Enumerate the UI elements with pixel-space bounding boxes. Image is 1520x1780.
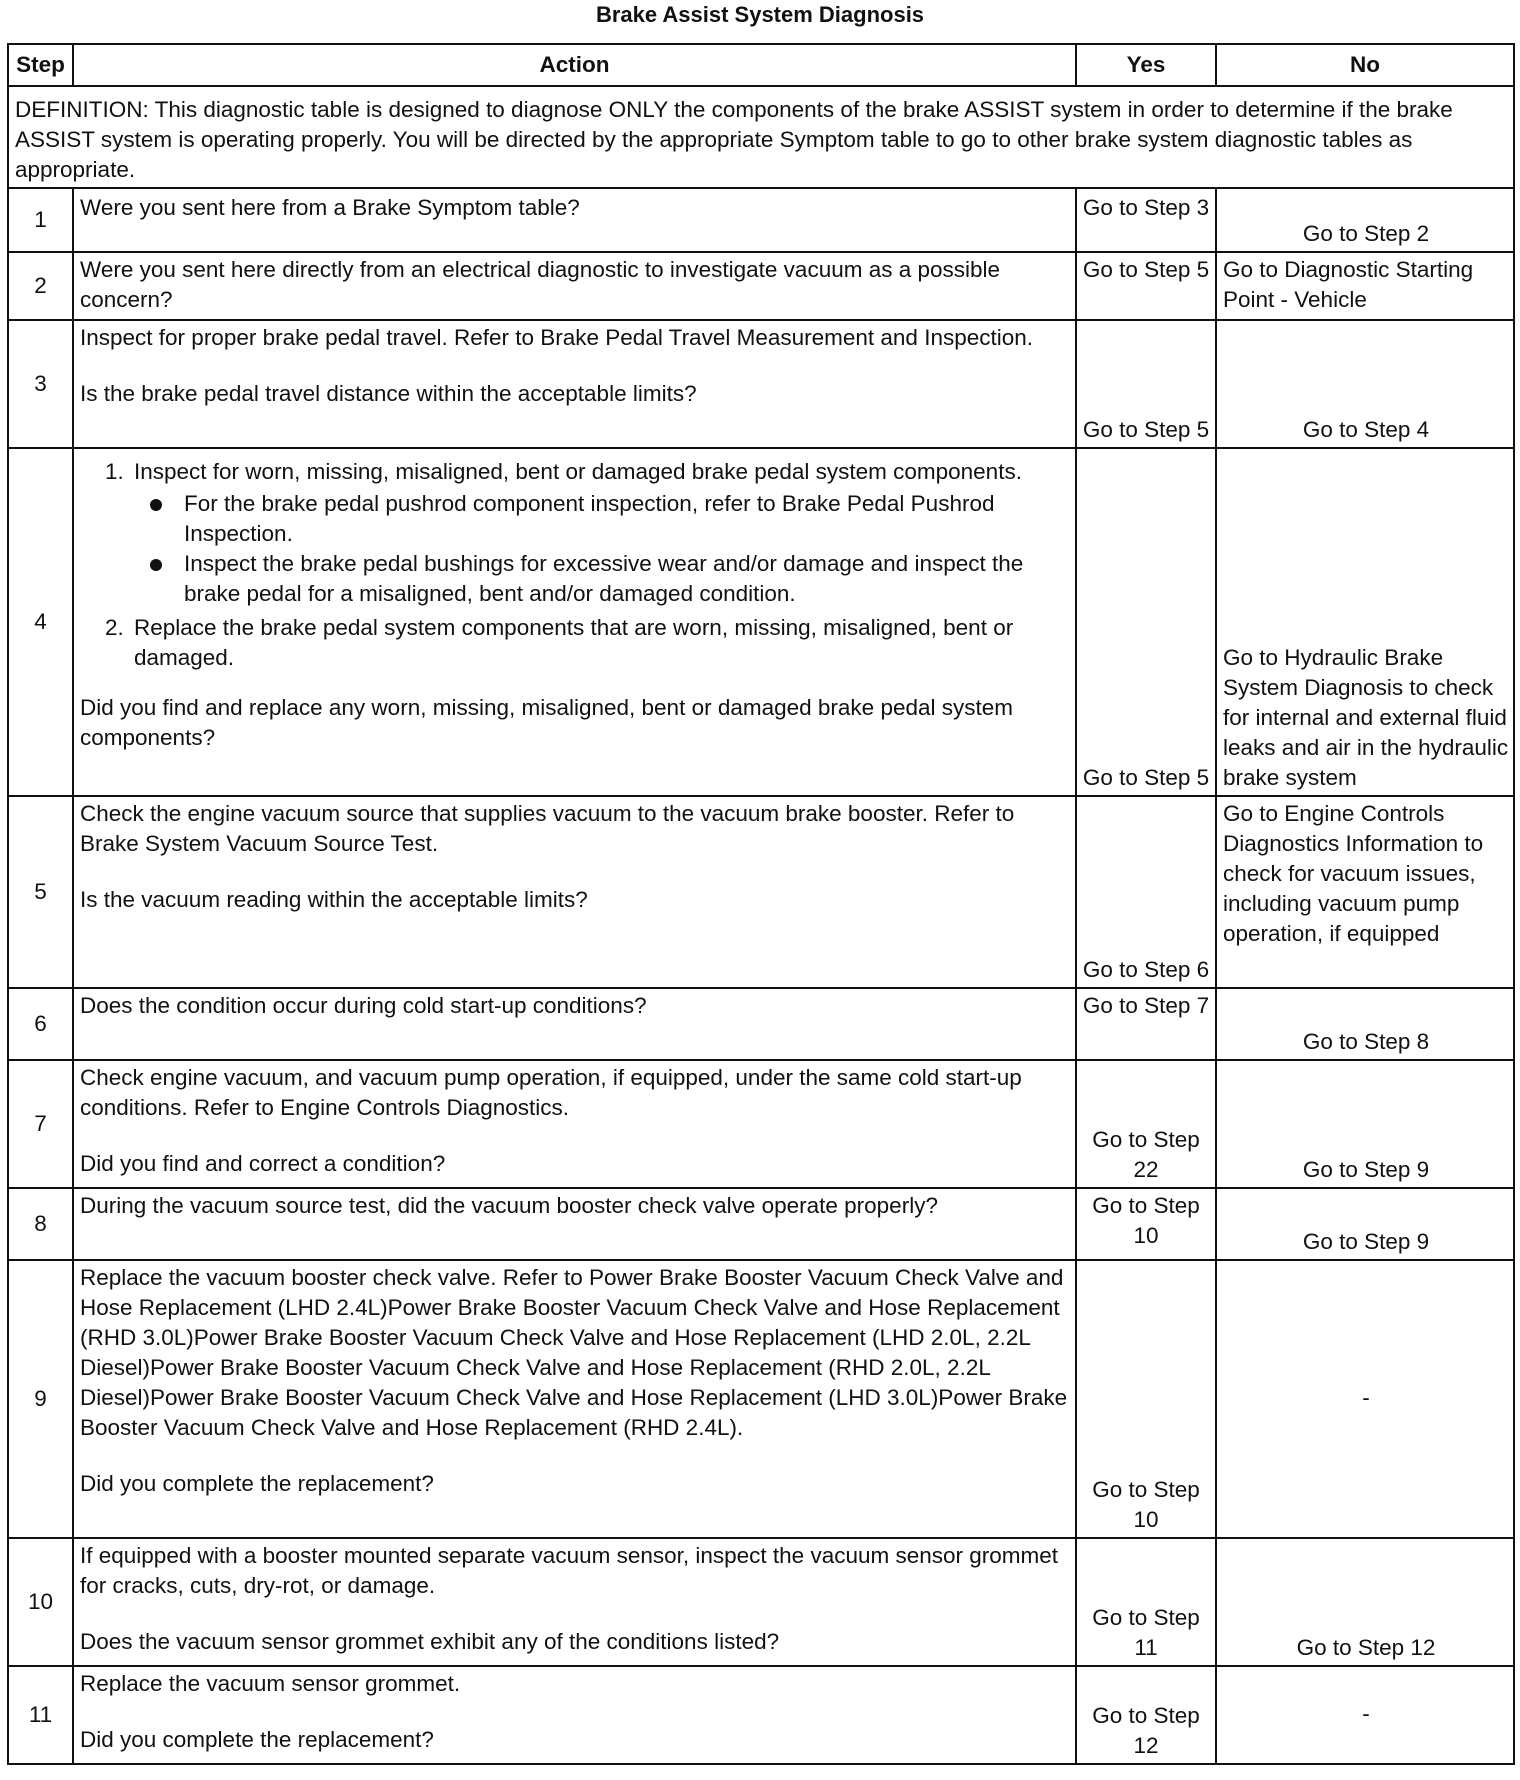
- action-question: Were you sent here from a Brake Symptom table?: [80, 195, 580, 220]
- action-question: Were you sent here directly from an electrical diagnostic to investigate vacuum as a possible concern?: [80, 257, 1001, 312]
- yes-cell: [1076, 1060, 1216, 1188]
- step-row-9: [8, 1260, 1514, 1538]
- action-question: Did you complete the replacement?: [80, 1471, 434, 1496]
- action-question: Is the brake pedal travel distance within the acceptable limits?: [80, 381, 697, 406]
- step-number: 1: [8, 188, 73, 252]
- action-instruction: If equipped with a booster mounted separate vacuum sensor, inspect the vacuum sensor grommet for cracks, cuts, dry-rot, or damage.: [80, 1543, 1059, 1598]
- yes-cell: [1076, 796, 1216, 988]
- action-instruction: Replace the vacuum sensor grommet.: [80, 1671, 461, 1696]
- action-instruction: Check engine vacuum, and vacuum pump operation, if equipped, under the same cold start-up conditions. Refer to Engine Controls Diagnostics.: [80, 1065, 1022, 1120]
- no-cell: [1216, 1188, 1514, 1260]
- action-instruction: Inspect for proper brake pedal travel. Refer to Brake Pedal Travel Measurement and Inspection.: [80, 325, 1034, 350]
- step-row-3: [8, 320, 1514, 448]
- sub-item-1: For the brake pedal pushrod component inspection, refer to Brake Pedal Pushrod Inspection.: [180, 489, 1069, 549]
- step-number: 7: [8, 1060, 73, 1188]
- definition-row: [8, 86, 1514, 188]
- step-number: 11: [8, 1666, 73, 1764]
- procedure-list: [80, 457, 1069, 673]
- step-number: 4: [8, 448, 73, 796]
- yes-cell: [1076, 988, 1216, 1060]
- yes-result: Go to Step 5: [1082, 257, 1210, 282]
- action-text: [73, 988, 1076, 1060]
- action-instruction: Replace the vacuum booster check valve. Refer to Power Brake Booster Vacuum Check Valve and Hose Replacement (LHD 2.4L)Power Brake Booster Vacuum Check Valve and Hose Replacement (RHD 3.0L)Power Brake Booster Vacuum Check Valve and Hose Replacement (LHD 2.0L, 2.2L Diesel)Power Brake Booster Vacuum Check Valve and Hose Replacement (RHD 2.0L, 2.2L Diesel)Power Brake Booster Vacuum Check Valve and Hose Replacement (LHD 3.0L)Power Brake Booster Vacuum Check Valve and Hose Replacement (RHD 2.4L).: [80, 1265, 1068, 1440]
- sub-item-2: Inspect the brake pedal bushings for excessive wear and/or damage and inspect the brake pedal for a misaligned, bent and/or damaged condition.: [180, 549, 1069, 609]
- step-row-6: [8, 988, 1514, 1060]
- step-number: 5: [8, 796, 73, 988]
- yes-result: Go to Step 6: [1082, 957, 1210, 982]
- yes-result: Go to Step 10: [1092, 1193, 1200, 1248]
- header-row: [8, 44, 1514, 86]
- yes-result: Go to Step 5: [1082, 765, 1210, 790]
- yes-result: Go to Step 3: [1082, 195, 1210, 220]
- header-no: No: [1216, 44, 1514, 86]
- action-question: Did you find and correct a condition?: [80, 1151, 446, 1176]
- no-result: Go to Step 8: [1302, 1029, 1430, 1054]
- no-result: Go to Engine Controls Diagnostics Information to check for vacuum issues, including vacuum pump operation, if equipped: [1223, 801, 1484, 946]
- action-question: Does the condition occur during cold start-up conditions?: [80, 993, 647, 1018]
- action-text: [73, 1188, 1076, 1260]
- step-number: 6: [8, 988, 73, 1060]
- action-question: Did you find and replace any worn, missing, misaligned, bent or damaged brake pedal system components?: [80, 695, 1014, 750]
- step-number: 10: [8, 1538, 73, 1666]
- step-row-10: [8, 1538, 1514, 1666]
- action-question: Is the vacuum reading within the acceptable limits?: [80, 887, 588, 912]
- no-result: Go to Diagnostic Starting Point - Vehicle: [1223, 257, 1474, 312]
- no-cell: [1216, 1260, 1514, 1538]
- action-question: Does the vacuum sensor grommet exhibit any of the conditions listed?: [80, 1629, 780, 1654]
- definition-text: DEFINITION: This diagnostic table is designed to diagnose ONLY the components of the brake ASSIST system in order to determine if the brake ASSIST system is operating properly. You will be directed by the appropriate Symptom table to go to other brake system diagnostic tables as appropriate.: [8, 86, 1514, 188]
- step-row-11: [8, 1666, 1514, 1764]
- step-row-8: [8, 1188, 1514, 1260]
- action-text: [73, 1666, 1076, 1764]
- procedure-item-2: 2. Replace the brake pedal system components that are worn, missing, misaligned, bent or damaged.: [130, 613, 1069, 673]
- yes-cell: [1076, 188, 1216, 252]
- yes-cell: [1076, 320, 1216, 448]
- no-result: Go to Step 4: [1302, 417, 1430, 442]
- step-row-7: [8, 1060, 1514, 1188]
- yes-result: Go to Step 5: [1082, 417, 1210, 442]
- step-number: 9: [8, 1260, 73, 1538]
- no-cell: [1216, 320, 1514, 448]
- step-row-2: [8, 252, 1514, 320]
- header-action: Action: [73, 44, 1076, 86]
- procedure-item-1: 1. Inspect for worn, missing, misaligned, bent or damaged brake pedal system components. For the brake pedal pushrod component inspection, refer to Brake Pedal Pushrod Inspection. Inspect the brake pedal bushings for excessive wear and/or damage and inspect the brake pedal for a misaligned, bent and/or damaged condition.: [130, 457, 1069, 609]
- header-step: Step: [8, 44, 73, 86]
- step-number: 8: [8, 1188, 73, 1260]
- action-text: [73, 1060, 1076, 1188]
- action-question: During the vacuum source test, did the vacuum booster check valve operate properly?: [80, 1193, 938, 1218]
- action-text: [73, 252, 1076, 320]
- step-number: 2: [8, 252, 73, 320]
- step-row-4: [8, 448, 1514, 796]
- yes-cell: [1076, 1666, 1216, 1764]
- step-row-5: [8, 796, 1514, 988]
- document-title: Brake Assist System Diagnosis: [595, 2, 925, 27]
- no-result: -: [1362, 1701, 1370, 1726]
- no-result: Go to Hydraulic Brake System Diagnosis to check for internal and external fluid leaks and air in the hydraulic brake system: [1223, 645, 1509, 790]
- yes-cell: [1076, 1188, 1216, 1260]
- yes-result: Go to Step 12: [1092, 1703, 1200, 1758]
- action-text: [73, 796, 1076, 988]
- action-text: [73, 1538, 1076, 1666]
- diagnostic-table: [7, 43, 1515, 1765]
- yes-cell: [1076, 1260, 1216, 1538]
- no-result: -: [1362, 1385, 1370, 1410]
- yes-cell: [1076, 1538, 1216, 1666]
- no-cell: [1216, 188, 1514, 252]
- no-cell: [1216, 1060, 1514, 1188]
- action-text: [73, 448, 1076, 796]
- no-cell: [1216, 988, 1514, 1060]
- yes-result: Go to Step 7: [1082, 993, 1210, 1018]
- no-cell: [1216, 1538, 1514, 1666]
- yes-result: Go to Step 10: [1092, 1477, 1200, 1532]
- yes-cell: [1076, 448, 1216, 796]
- no-result: Go to Step 9: [1302, 1157, 1430, 1182]
- no-result: Go to Step 2: [1302, 221, 1430, 246]
- no-cell: [1216, 1666, 1514, 1764]
- action-text: [73, 188, 1076, 252]
- action-text: [73, 1260, 1076, 1538]
- header-yes: Yes: [1076, 44, 1216, 86]
- step-row-1: [8, 188, 1514, 252]
- yes-result: Go to Step 22: [1092, 1127, 1200, 1182]
- no-result: Go to Step 12: [1296, 1635, 1436, 1660]
- yes-result: Go to Step 11: [1092, 1605, 1200, 1660]
- no-cell: [1216, 252, 1514, 320]
- no-result: Go to Step 9: [1302, 1229, 1430, 1254]
- action-text: [73, 320, 1076, 448]
- action-question: Did you complete the replacement?: [80, 1727, 434, 1752]
- step-number: 3: [8, 320, 73, 448]
- no-cell: [1216, 796, 1514, 988]
- no-cell: [1216, 448, 1514, 796]
- yes-cell: [1076, 252, 1216, 320]
- action-instruction: Check the engine vacuum source that supplies vacuum to the vacuum brake booster. Refer to Brake System Vacuum Source Test.: [80, 801, 1015, 856]
- procedure-sublist: [134, 489, 1069, 609]
